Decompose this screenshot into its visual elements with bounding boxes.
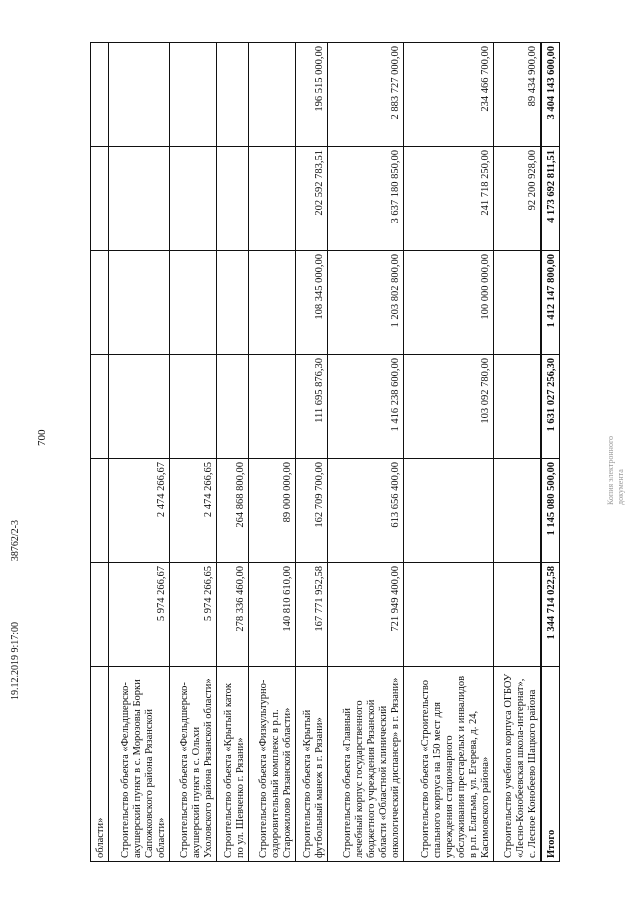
value-cell: 2 883 727 000,00 xyxy=(328,43,404,147)
footer xyxy=(10,520,21,700)
value-cell xyxy=(170,147,217,251)
table-row xyxy=(328,43,404,862)
value-cell xyxy=(91,355,109,459)
total-value-cell: 1 631 027 256,30 xyxy=(541,355,560,459)
value-cell xyxy=(493,459,540,563)
page-number: 700 xyxy=(36,429,48,446)
value-cell: 92 200 928,00 xyxy=(493,147,540,251)
value-cell xyxy=(91,43,109,147)
table-body xyxy=(91,43,560,862)
table-row xyxy=(170,43,217,862)
value-cell: 196 515 000,00 xyxy=(296,43,328,147)
value-cell xyxy=(216,355,248,459)
table-row xyxy=(249,43,296,862)
total-value-cell: 3 404 143 600,00 xyxy=(541,43,560,147)
value-cell xyxy=(249,251,296,355)
value-cell: 103 092 780,00 xyxy=(404,355,494,459)
value-cell xyxy=(91,459,109,563)
value-cell xyxy=(404,459,494,563)
stamp-line: Копия электронного xyxy=(606,435,615,505)
value-cell xyxy=(170,251,217,355)
value-cell xyxy=(170,355,217,459)
value-cell: 234 466 700,00 xyxy=(404,43,494,147)
value-cell: 162 709 700,00 xyxy=(296,459,328,563)
total-value-cell: 1 344 714 022,58 xyxy=(541,563,560,667)
copy-stamp xyxy=(606,305,627,505)
value-cell: 108 345 000,00 xyxy=(296,251,328,355)
value-cell: 89 434 900,00 xyxy=(493,43,540,147)
value-cell xyxy=(249,355,296,459)
value-cell xyxy=(216,43,248,147)
footer-code: 38762/2-3 xyxy=(10,520,21,562)
value-cell: 111 695 876,30 xyxy=(296,355,328,459)
value-cell: 89 000 000,00 xyxy=(249,459,296,563)
value-cell: 5 974 266,65 xyxy=(170,563,217,667)
table-row xyxy=(493,43,540,862)
total-value-cell: 1 412 147 800,00 xyxy=(541,251,560,355)
value-cell: 167 771 952,58 xyxy=(296,563,328,667)
value-cell xyxy=(91,563,109,667)
value-cell: 264 868 800,00 xyxy=(216,459,248,563)
value-cell xyxy=(493,355,540,459)
footer-timestamp: 19.12.2019 9:17:00 xyxy=(10,621,21,700)
row-name-cell: Строительство учебного корпуса ОГБОУ «Лесно-Конобеевская школа-интернат», с. Лесное Конобеево Шацкого района xyxy=(493,667,540,862)
value-cell: 278 336 460,00 xyxy=(216,563,248,667)
value-cell: 1 416 238 600,00 xyxy=(328,355,404,459)
row-name-cell: области» xyxy=(91,667,109,862)
row-name-cell: Строительство объекта «Крытый футбольный манеж в г. Рязани» xyxy=(296,667,328,862)
value-cell xyxy=(108,147,169,251)
value-cell xyxy=(249,43,296,147)
stamp-line: документа xyxy=(616,469,626,505)
value-cell xyxy=(404,563,494,667)
table-row xyxy=(91,43,109,862)
table-row xyxy=(216,43,248,862)
value-cell: 5 974 266,67 xyxy=(108,563,169,667)
value-cell: 241 718 250,00 xyxy=(404,147,494,251)
value-cell xyxy=(216,251,248,355)
value-cell xyxy=(493,563,540,667)
table-row xyxy=(404,43,494,862)
value-cell: 100 000 000,00 xyxy=(404,251,494,355)
value-cell xyxy=(249,147,296,251)
value-cell: 2 474 266,65 xyxy=(170,459,217,563)
row-name-cell: Строительство объекта «Фельдшерско-акушерский пункт в с. Ольхи Ухоловского района Рязанской области» xyxy=(170,667,217,862)
value-cell xyxy=(493,251,540,355)
value-cell: 721 949 400,00 xyxy=(328,563,404,667)
total-label: Итого xyxy=(541,667,560,862)
value-cell: 140 810 610,00 xyxy=(249,563,296,667)
value-cell xyxy=(108,43,169,147)
row-name-cell: Строительство объекта «Строительство спального корпуса на 150 мест для учреждения стационарного обслуживания престарелых и инвалидов в р.п. Елатьма, ул. Егерева, д. 24, Касимовского района» xyxy=(404,667,494,862)
value-cell xyxy=(170,43,217,147)
total-value-cell: 4 173 692 811,51 xyxy=(541,147,560,251)
value-cell xyxy=(91,147,109,251)
value-cell: 202 592 783,51 xyxy=(296,147,328,251)
value-cell xyxy=(216,147,248,251)
budget-table xyxy=(90,42,560,862)
value-cell: 2 474 266,67 xyxy=(108,459,169,563)
value-cell xyxy=(91,251,109,355)
row-name-cell: Строительство объекта «Крытый каток по ул. Шевченко г. Рязани» xyxy=(216,667,248,862)
total-row xyxy=(541,43,560,862)
row-name-cell: Строительство объекта «Главный лечебный корпус государственного бюджетного учреждения Рязанской области «Областной клинический онкологический диспансер» в г. Рязани» xyxy=(328,667,404,862)
value-cell xyxy=(108,355,169,459)
row-name-cell: Строительство объекта «Физкультурно-оздоровительный комплекс в р.п. Старожилово Рязанской области» xyxy=(249,667,296,862)
value-cell: 1 203 802 800,00 xyxy=(328,251,404,355)
total-value-cell: 1 145 080 500,00 xyxy=(541,459,560,563)
value-cell: 613 656 400,00 xyxy=(328,459,404,563)
value-cell xyxy=(108,251,169,355)
value-cell: 3 637 180 850,00 xyxy=(328,147,404,251)
row-name-cell: Строительство объекта «Фельдшерско-акушерский пункт в с. Морозовы Борки Сапожковского района Рязанской области» xyxy=(108,667,169,862)
table-row xyxy=(296,43,328,862)
table-row xyxy=(108,43,169,862)
budget-table-wrap xyxy=(90,42,560,862)
